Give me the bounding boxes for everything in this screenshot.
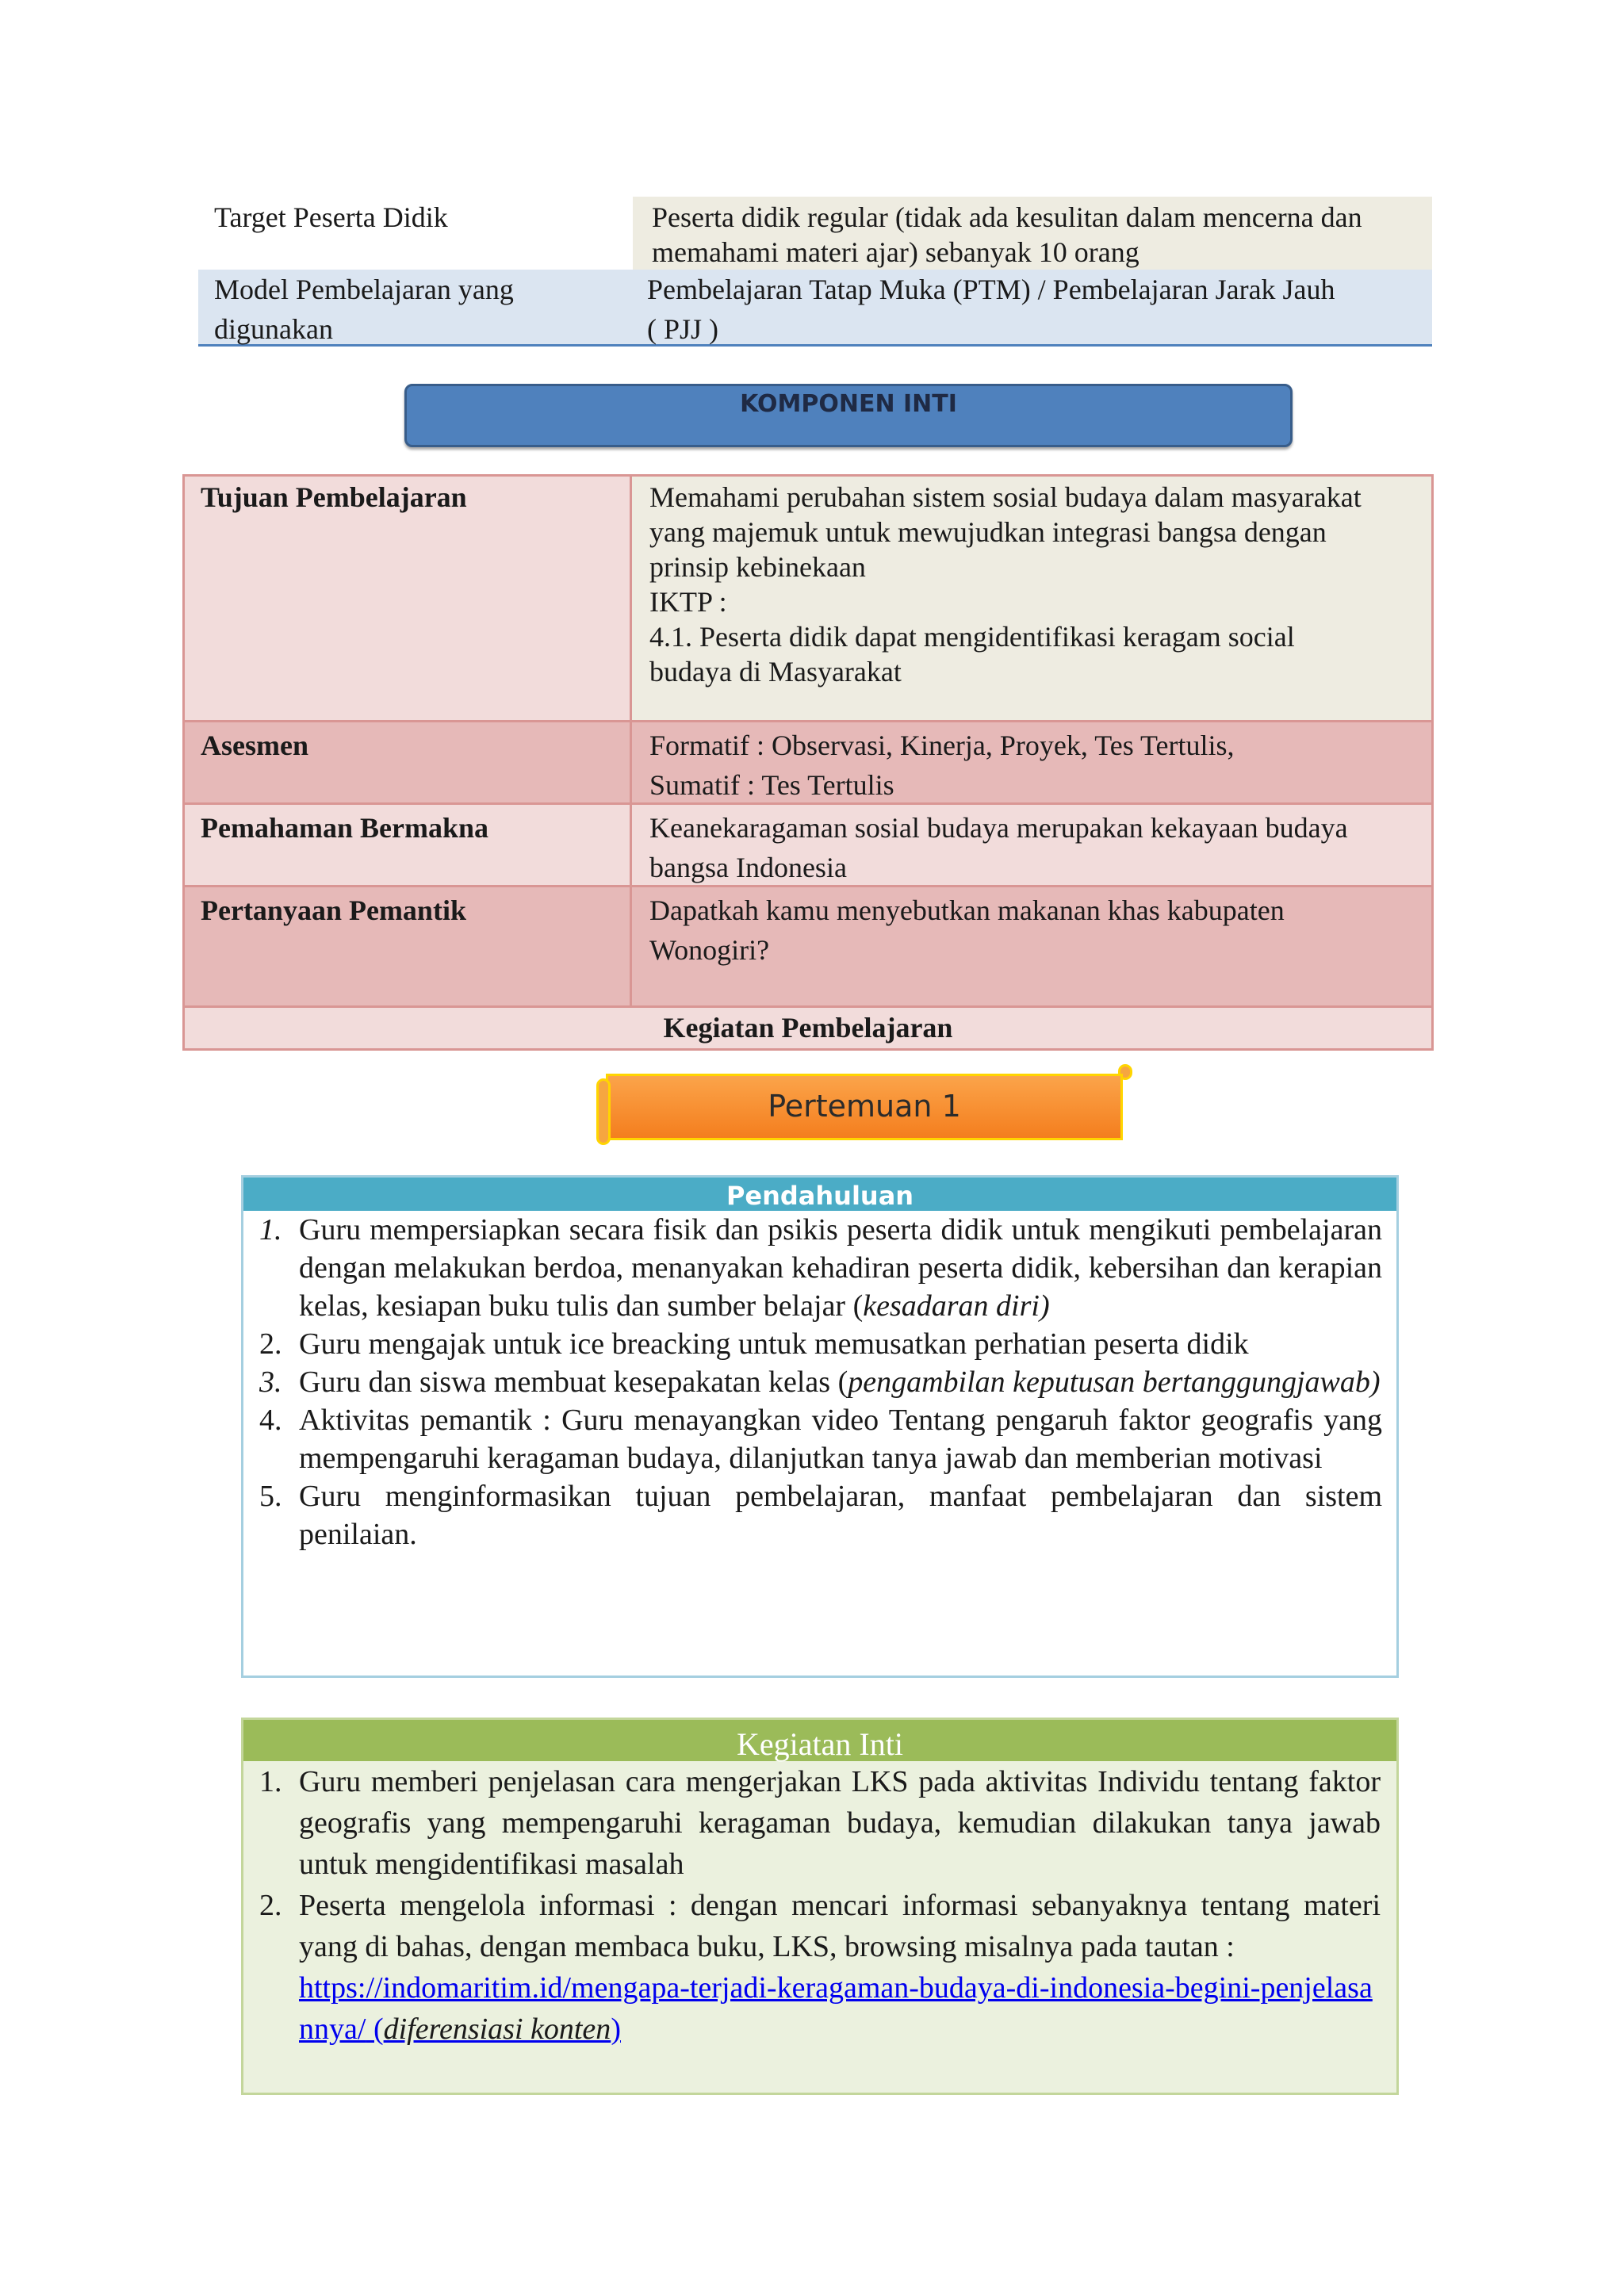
pertanyaan-line: Wonogiri? (649, 934, 770, 966)
item-number: 1. (259, 1213, 282, 1247)
link-suffix: ( (366, 2013, 384, 2046)
link-url: https://indomaritim.id/mengapa-terjadi-keragaman-budaya-di-indonesia-begini-penjelasannya/ (299, 1971, 1373, 2046)
item-text: Guru dan siswa membuat kesepakatan kelas ( (299, 1365, 848, 1399)
tujuan-value (632, 477, 1431, 720)
kegiatan-inti-box (241, 1718, 1399, 2095)
scroll-curl-left (596, 1078, 611, 1145)
asesmen-line: Formatif : Observasi, Kinerja, Proyek, Tes Tertulis, (649, 730, 1235, 761)
item-number: 4. (259, 1404, 282, 1437)
list-item (243, 1211, 1396, 1325)
kegiatan-pembelajaran-header: Kegiatan Pembelajaran (185, 1008, 1431, 1048)
pemahaman-label: Pemahaman Bermakna (185, 805, 632, 885)
list-item (243, 1401, 1396, 1477)
tautan-link[interactable] (299, 1971, 1373, 2046)
item-number: 2. (259, 1889, 282, 1922)
item-text: Guru memberi penjelasan cara mengerjakan LKS pada aktivitas Individu tentang faktor geografis yang mempengaruhi keragaman budaya, kemudian dilakukan tanya jawab untuk mengidentifikasi masalah (299, 1765, 1381, 1881)
item-text: Guru mempersiapkan secara fisik dan psikis peserta didik untuk mengikuti pembelajaran dengan melakukan berdoa, menanyakan kehadiran peserta didik, kebersihan dan kerapian kelas, kesiapan buku tulis dan sumber belajar ( (299, 1213, 1382, 1323)
pemahaman-line: Keanekaragaman sosial budaya merupakan kekayaan budaya (649, 812, 1348, 844)
komponen-inti-banner: KOMPONEN INTI (404, 384, 1293, 447)
item-number: 3. (259, 1365, 282, 1399)
list-item (243, 1885, 1396, 2050)
model-label (198, 270, 633, 344)
list-item (243, 1325, 1396, 1363)
item-italic: kesadaran diri) (863, 1289, 1050, 1323)
tujuan-line: 4.1. Peserta didik dapat mengidentifikasi keragam social (649, 621, 1295, 653)
tujuan-line: prinsip kebinekaan (649, 551, 866, 583)
target-row (198, 197, 1432, 270)
model-row (198, 270, 1432, 347)
kegiatan-inti-title: Kegiatan Inti (243, 1720, 1396, 1761)
model-value (633, 270, 1432, 344)
pemahaman-row (185, 805, 1431, 887)
model-value-line: Pembelajaran Tatap Muka (PTM) / Pembelajaran Jarak Jauh (647, 274, 1335, 305)
tujuan-row (185, 477, 1431, 722)
model-label-line: digunakan (214, 313, 333, 345)
list-item (243, 1363, 1396, 1401)
item-text: Guru menginformasikan tujuan pembelajaran, manfaat pembelajaran dan sistem penilaian. (299, 1480, 1382, 1551)
tujuan-line: budaya di Masyarakat (649, 656, 902, 687)
pendahuluan-title: Pendahuluan (243, 1178, 1396, 1211)
list-item (243, 1477, 1396, 1553)
pertemuan-title: Pertemuan 1 (606, 1074, 1123, 1140)
target-label: Target Peserta Didik (214, 201, 448, 233)
tujuan-line: Memahami perubahan sistem sosial budaya dalam masyarakat (649, 481, 1362, 513)
item-text: Guru mengajak untuk ice breacking untuk memusatkan perhatian peserta didik (299, 1327, 1249, 1361)
kegiatan-inti-list (243, 1761, 1396, 2050)
item-number: 5. (259, 1480, 282, 1513)
link-italic: diferensiasi konten (383, 2013, 611, 2046)
tujuan-line: IKTP : (649, 586, 727, 618)
tujuan-line: yang majemuk untuk mewujudkan integrasi bangsa dengan (649, 516, 1327, 548)
komponen-table (182, 474, 1434, 1051)
info-table (198, 197, 1432, 347)
list-item (243, 1761, 1396, 1885)
pertanyaan-value (632, 887, 1431, 1005)
model-label-line: Model Pembelajaran yang (214, 274, 514, 305)
item-text: Peserta mengelola informasi : dengan mencari informasi sebanyaknya tentang materi yang di bahas, dengan membaca buku, LKS, browsing misalnya pada tautan : (299, 1889, 1381, 1963)
asesmen-line: Sumatif : Tes Tertulis (649, 769, 894, 801)
asesmen-value (632, 722, 1431, 802)
pendahuluan-list (243, 1211, 1396, 1553)
item-italic: pengambilan keputusan bertanggungjawab) (848, 1365, 1381, 1399)
pertanyaan-row (185, 887, 1431, 1008)
item-number: 2. (259, 1327, 282, 1361)
tujuan-label: Tujuan Pembelajaran (185, 477, 632, 720)
asesmen-label: Asesmen (185, 722, 632, 802)
pemahaman-line: bangsa Indonesia (649, 852, 847, 883)
item-text: Aktivitas pemantik : Guru menayangkan video Tentang pengaruh faktor geografis yang mempengaruhi keragaman budaya, dilanjutkan tanya jawab dan memberian motivasi (299, 1404, 1382, 1475)
pendahuluan-box (241, 1175, 1399, 1678)
pertanyaan-line: Dapatkah kamu menyebutkan makanan khas kabupaten (649, 894, 1285, 926)
item-number: 1. (259, 1765, 282, 1798)
model-value-line: ( PJJ ) (647, 313, 719, 345)
pertanyaan-label: Pertanyaan Pemantik (185, 887, 632, 1005)
link-suffix: ) (611, 2013, 621, 2046)
pemahaman-value (632, 805, 1431, 885)
pertemuan-banner (595, 1064, 1134, 1148)
target-value: Peserta didik regular (tidak ada kesulitan dalam mencerna dan memahami materi ajar) sebanyak 10 orang (633, 197, 1432, 270)
link-line (299, 1967, 1381, 2050)
asesmen-row (185, 722, 1431, 805)
